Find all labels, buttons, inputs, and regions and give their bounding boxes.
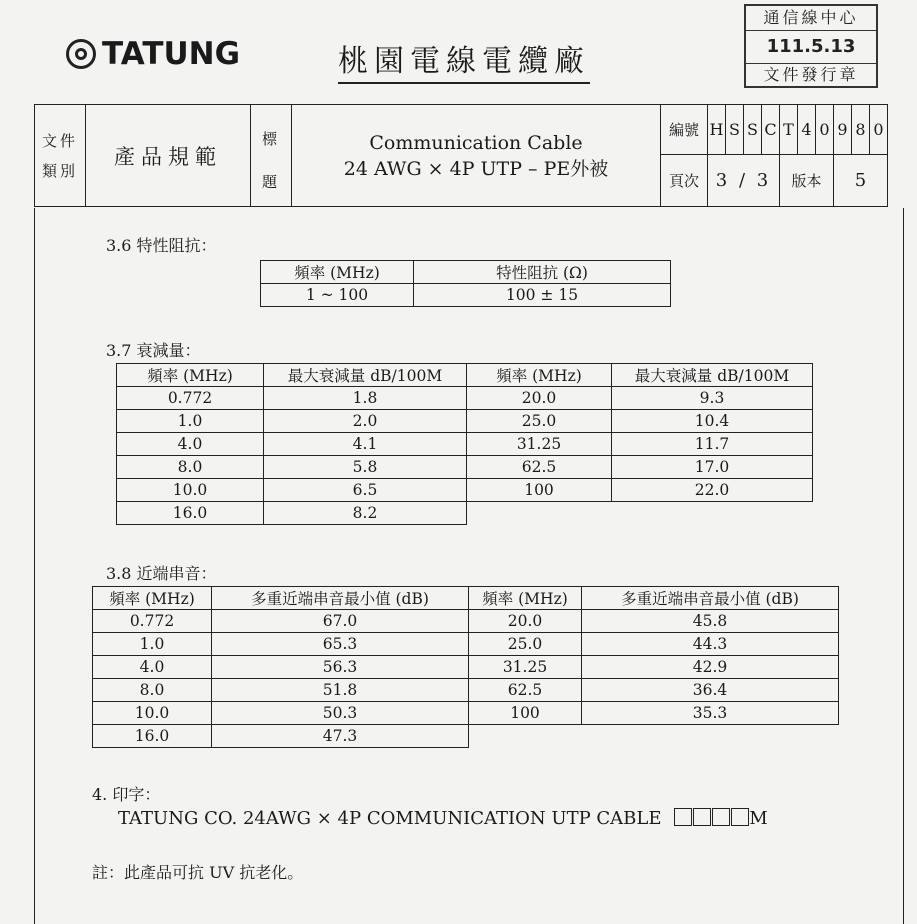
table-cell: 1.0 [117, 410, 264, 433]
section-heading-marking: 4. 印字： [92, 785, 161, 804]
table-cell: 20.0 [467, 387, 612, 410]
code-char: H [708, 105, 726, 155]
tatung-logo [66, 36, 240, 72]
code-char: C [762, 105, 780, 155]
table-cell: 0.772 [117, 387, 264, 410]
table-header: 頻率 (MHz) [467, 364, 612, 387]
table-cell: 17.0 [612, 456, 813, 479]
attenuation-table [116, 363, 813, 525]
table-cell: 8.0 [93, 679, 212, 702]
table-row [117, 502, 813, 525]
table-cell: 16.0 [93, 725, 212, 748]
code-char: S [744, 105, 762, 155]
table-cell: 100 ± 15 [414, 284, 671, 307]
table-cell: 10.4 [612, 410, 813, 433]
code-char: T [780, 105, 798, 155]
table-cell: 9.3 [612, 387, 813, 410]
table-row [117, 479, 813, 502]
table-cell: 45.8 [582, 610, 839, 633]
section-heading-impedance: 3.6 特性阻抗： [106, 236, 217, 255]
table-cell: 20.0 [469, 610, 582, 633]
table-cell: 1.0 [93, 633, 212, 656]
table-header: 多重近端串音最小值 (dB) [582, 587, 839, 610]
table-cell: 44.3 [582, 633, 839, 656]
table-row [117, 410, 813, 433]
table-cell: 11.7 [612, 433, 813, 456]
table-cell: 51.8 [212, 679, 469, 702]
table-cell: 5.8 [264, 456, 467, 479]
doc-type-label: 文件 類別 [35, 105, 86, 207]
table-cell: 62.5 [467, 456, 612, 479]
table-cell: 8.2 [264, 502, 467, 525]
table-row [93, 656, 839, 679]
code-char: 0 [870, 105, 888, 155]
issue-stamp [744, 4, 878, 88]
table-row [93, 725, 839, 748]
table-cell: 50.3 [212, 702, 469, 725]
table-cell: 62.5 [469, 679, 582, 702]
table-cell: 56.3 [212, 656, 469, 679]
table-header: 特性阻抗 (Ω) [414, 261, 671, 284]
table-cell: 1 ~ 100 [261, 284, 414, 307]
table-cell: 10.0 [117, 479, 264, 502]
table-cell: 65.3 [212, 633, 469, 656]
table-header: 頻率 (MHz) [469, 587, 582, 610]
table-cell: 35.3 [582, 702, 839, 725]
code-label: 編號 [661, 105, 708, 155]
table-cell: 67.0 [212, 610, 469, 633]
table-header: 頻率 (MHz) [117, 364, 264, 387]
table-row [93, 679, 839, 702]
table-row [93, 702, 839, 725]
table-cell: 100 [467, 479, 612, 502]
table-row [117, 456, 813, 479]
table-header: 頻率 (MHz) [93, 587, 212, 610]
table-header: 頻率 (MHz) [261, 261, 414, 284]
logo-text: TATUNG [102, 36, 241, 72]
stamp-date: 111.5.13 [766, 36, 856, 57]
impedance-table [260, 260, 671, 307]
title-label: 標 題 [251, 105, 292, 207]
table-cell: 1.8 [264, 387, 467, 410]
table-cell: 16.0 [117, 502, 264, 525]
table-cell: 25.0 [467, 410, 612, 433]
table-header: 最大衰減量 dB/100M [612, 364, 813, 387]
next-table [92, 586, 839, 748]
note-text: 註：此產品可抗 UV 抗老化。 [92, 863, 304, 882]
table-header: 最大衰減量 dB/100M [264, 364, 467, 387]
code-char: S [726, 105, 744, 155]
table-cell: 6.5 [264, 479, 467, 502]
table-cell: 22.0 [612, 479, 813, 502]
table-cell: 36.4 [582, 679, 839, 702]
table-cell: 25.0 [469, 633, 582, 656]
table-cell: 2.0 [264, 410, 467, 433]
table-cell: 8.0 [117, 456, 264, 479]
version-label: 版本 [780, 155, 834, 207]
blank-boxes [673, 808, 749, 829]
document-info-table [34, 104, 888, 207]
code-char: 9 [834, 105, 852, 155]
table-cell: 31.25 [469, 656, 582, 679]
table-cell: 0.772 [93, 610, 212, 633]
page-label: 頁次 [661, 155, 708, 207]
table-cell: 4.0 [117, 433, 264, 456]
table-cell: 47.3 [212, 725, 469, 748]
section-heading-next: 3.8 近端串音： [106, 564, 217, 583]
code-char: 4 [798, 105, 816, 155]
stamp-line-1: 通信線中心 [746, 6, 876, 31]
page-value: 3 / 3 [708, 155, 780, 207]
code-char: 8 [852, 105, 870, 155]
logo-mark-icon [66, 39, 96, 69]
table-row [117, 433, 813, 456]
table-cell: 31.25 [467, 433, 612, 456]
version-value: 5 [834, 155, 888, 207]
table-row [93, 610, 839, 633]
table-header: 多重近端串音最小值 (dB) [212, 587, 469, 610]
table-row [93, 633, 839, 656]
stamp-line-3: 文件發行章 [746, 63, 876, 86]
table-cell: 100 [469, 702, 582, 725]
section-heading-attenuation: 3.7 衰減量： [106, 341, 201, 360]
title-value: Communication Cable 24 AWG × 4P UTP – PE外被 [292, 105, 661, 207]
code-char: 0 [816, 105, 834, 155]
table-cell: 4.1 [264, 433, 467, 456]
table-cell: 10.0 [93, 702, 212, 725]
table-row [117, 387, 813, 410]
table-cell: 42.9 [582, 656, 839, 679]
table-cell: 4.0 [93, 656, 212, 679]
marking-text: TATUNG CO. 24AWG × 4P COMMUNICATION UTP CABLE M [118, 808, 768, 829]
doc-type-value: 產品規範 [86, 105, 251, 207]
factory-title: 桃園電線電纜廠 [338, 36, 590, 84]
